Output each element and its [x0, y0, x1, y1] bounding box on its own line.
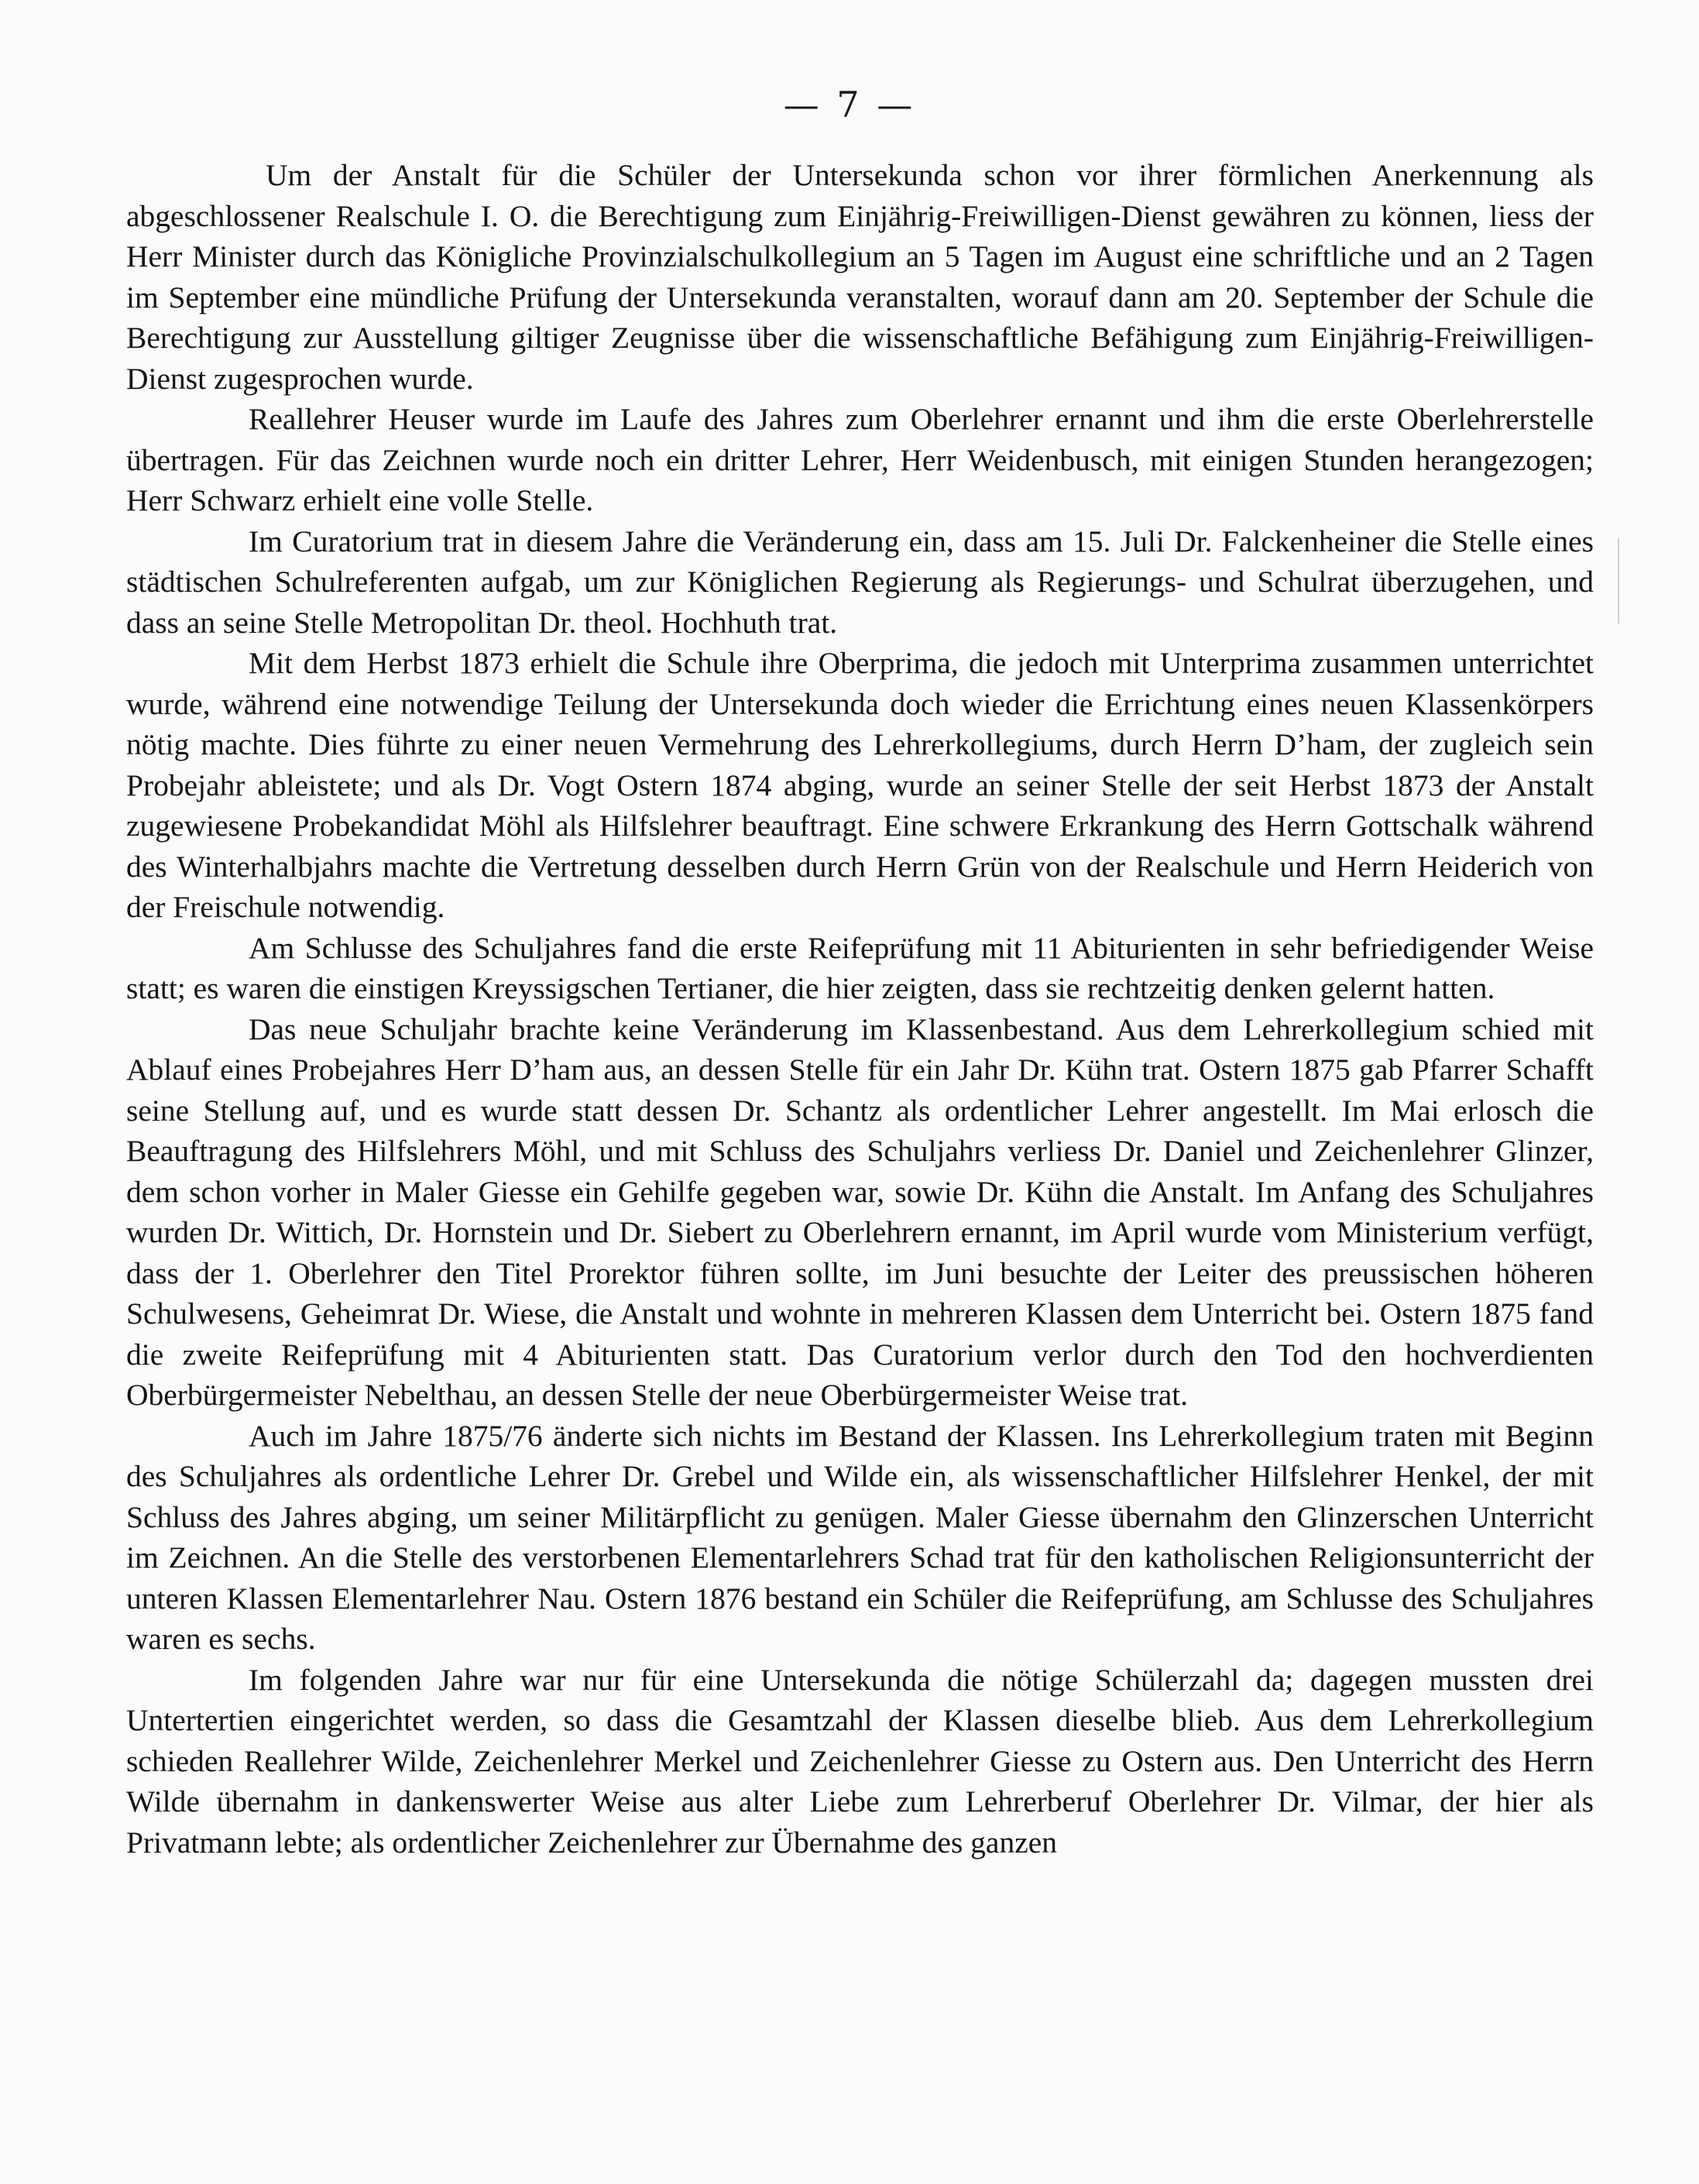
page-number: — 7 —: [783, 84, 916, 125]
paragraph-4: Mit dem Herbst 1873 erhielt die Schule ihre Oberprima, die jedoch mit Unterprima zusammen unterrichtet wurde, während eine notwendige Teilung der Untersekunda doch wieder die Errichtung eines neuen Klassenkörpers nötig machte. Dies führte zu einer neuen Vermehrung des Lehrerkollegiums, durch Herrn D’ham, der zugleich sein Probejahr ableistete; und als Dr. Vogt Ostern 1874 abging, wurde an seiner Stelle der seit Herbst 1873 der Anstalt zugewiesene Probekandidat Möhl als Hilfslehrer beauftragt. Eine schwere Erkrankung des Herrn Gottschalk während des Winterhalbjahrs machte die Vertretung desselben durch Herrn Grün von der Realschule und Herrn Heiderich von der Freischule notwendig.: [126, 646, 1594, 924]
body-text: [126, 155, 1594, 1863]
paragraph-8: Im folgenden Jahre war nur für eine Untersekunda die nötige Schülerzahl da; dagegen mussten drei Untertertien eingerichtet werden, so dass die Gesamtzahl der Klassen dieselbe blieb. Aus dem Lehrerkollegium schieden Reallehrer Wilde, Zeichenlehrer Merkel und Zeichenlehrer Giesse zu Ostern aus. Den Unterricht des Herrn Wilde übernahm in dankenswerter Weise aus alter Liebe zum Lehrerberuf Oberlehrer Dr. Vilmar, der hier als Privatmann lebte; als ordentlicher Zeichenlehrer zur Übernahme des ganzen: [126, 1662, 1594, 1859]
paragraph-7: Auch im Jahre 1875/76 änderte sich nichts im Bestand der Klassen. Ins Lehrerkollegium traten mit Beginn des Schuljahres als ordentliche Lehrer Dr. Grebel und Wilde ein, als wissenschaftlicher Hilfslehrer Henkel, der mit Schluss des Jahres abging, um seiner Militärpflicht zu genügen. Maler Giesse übernahm den Glinzerschen Unterricht im Zeichnen. An die Stelle des verstorbenen Elementarlehrers Schad trat für den katholischen Religionsunterricht der unteren Klassen Elementarlehrer Nau. Ostern 1876 bestand ein Schüler die Reifeprüfung, am Schlusse des Schuljahres waren es sechs.: [126, 1418, 1594, 1656]
paragraph-6: Das neue Schuljahr brachte keine Veränderung im Klassenbestand. Aus dem Lehrerkollegium schied mit Ablauf eines Probejahres Herr D’ham aus, an dessen Stelle für ein Jahr Dr. Kühn trat. Ostern 1875 gab Pfarrer Schafft seine Stellung auf, und es wurde statt dessen Dr. Schantz als ordentlicher Lehrer angestellt. Im Mai erlosch die Beauftragung des Hilfslehrers Möhl, und mit Schluss des Schuljahrs verliess Dr. Daniel und Zeichenlehrer Glinzer, dem schon vorher in Maler Giesse ein Gehilfe gegeben war, sowie Dr. Kühn die Anstalt. Im Anfang des Schuljahres wurden Dr. Wittich, Dr. Hornstein und Dr. Siebert zu Oberlehrern ernannt, im April wurde vom Ministerium verfügt, dass der 1. Oberlehrer den Titel Prorektor führen sollte, im Juni besuchte der Leiter des preussischen höheren Schulwesens, Geheimrat Dr. Wiese, die Anstalt und wohnte in mehreren Klassen dem Unterricht bei. Ostern 1875 fand die zweite Reifeprüfung mit 4 Abiturienten statt. Das Curatorium verlor durch den Tod den hochverdienten Oberbürgermeister Nebelthau, an dessen Stelle der neue Oberbürgermeister Weise trat.: [126, 1011, 1594, 1412]
paragraph-5: Am Schlusse des Schuljahres fand die erste Reifeprüfung mit 11 Abiturienten in sehr befriedigender Weise statt; es waren die einstigen Kreyssigschen Tertianer, die hier zeigten, dass sie rechtzeitig denken gelernt hatten.: [126, 930, 1594, 1005]
paragraph-1: Um der Anstalt für die Schüler der Untersekunda schon vor ihrer förmlichen Anerkennung als abgeschlossener Realschule I. O. die Berechtigung zum Einjährig-Freiwilligen-Dienst gewähren zu können, liess der Herr Minister durch das Königliche Provinzialschulkollegium an 5 Tagen im August eine schriftliche und an 2 Tagen im September eine mündliche Prüfung der Untersekunda veranstalten, worauf dann am 20. September der Schule die Berechtigung zur Ausstellung giltiger Zeugnisse über die wissenschaftliche Befähigung zum Einjährig-Freiwilligen-Dienst zugesprochen wurde.: [126, 158, 1594, 396]
scan-margin-mark: [1618, 538, 1619, 623]
paragraph-2: Reallehrer Heuser wurde im Laufe des Jahres zum Oberlehrer ernannt und ihm die erste Oberlehrerstelle übertragen. Für das Zeichnen wurde noch ein dritter Lehrer, Herr Weidenbusch, mit einigen Stunden herangezogen; Herr Schwarz erhielt eine volle Stelle.: [126, 402, 1594, 517]
paragraph-3: Im Curatorium trat in diesem Jahre die Veränderung ein, dass am 15. Juli Dr. Falckenheiner die Stelle eines städtischen Schulreferenten aufgab, um zur Königlichen Regierung als Regierungs- und Schulrat überzugehen, und dass an seine Stelle Metropolitan Dr. theol. Hochhuth trat.: [126, 524, 1594, 640]
